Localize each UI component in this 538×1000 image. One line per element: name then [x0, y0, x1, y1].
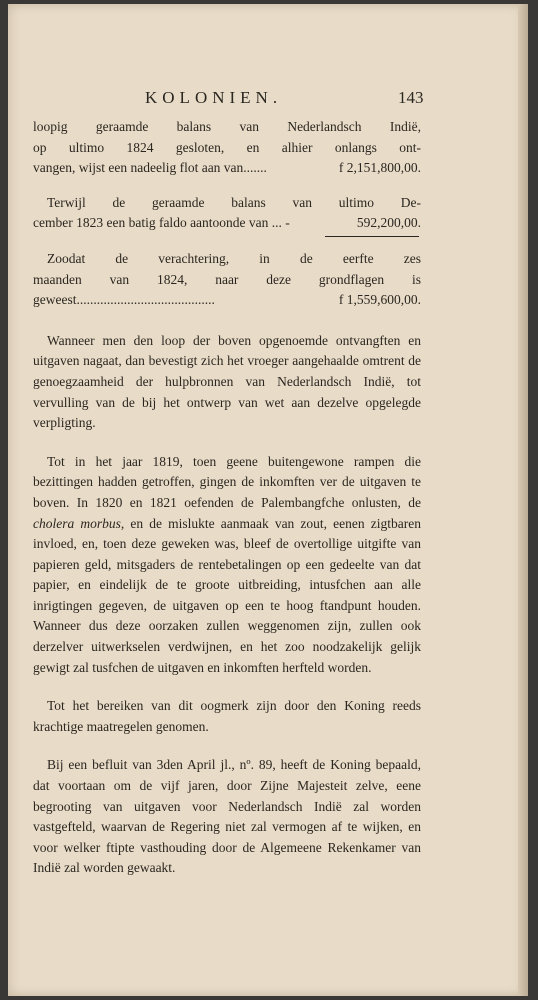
running-title: KOLONIEN. — [145, 88, 283, 107]
sum-rule — [325, 236, 419, 237]
balance-entry-2 — [33, 193, 421, 234]
balance-amount: f 2,151,800,00. — [338, 160, 421, 176]
page-edge — [518, 4, 528, 996]
balance-entry-1 — [33, 117, 421, 179]
balance-line: loopig geraamde balans van Nederlandsch Indië, — [33, 119, 421, 134]
italic-term: cholera morbus — [33, 515, 121, 531]
paragraph-2: Tot in het jaar 1819, toen geene buitengewone rampen die bezittingen hadden getroffen, gingen de inkomften ver de uitgaven te boven. In 1820 en 1821 oefenden de Palembangfche onlusten, de cholera morbus, en de mislukte aanmaak van zout, eenen zigtbaren invloed, en, toen deze geweken was, bleef de overtollige uitgifte van papieren geld, mitsgaders de rentebetalingen op een gedeelte van dat papier, en eindelijk de te groote uitbreiding, intusfchen aan alle inrigtingen gegeven, de uitgaven op een te hoog ftandpunt houden. Wanneer dus deze oorzaken zullen weggenomen zijn, zullen ook derzelver uitwerkselen verdwijnen, en het zoo noodzakelijk gelijk gewigt zal tusfchen de uitgaven en inkomften herfteld worden. — [33, 453, 421, 675]
balance-amount: 592,200,00. — [356, 215, 421, 231]
balance-amount: f 1,559,600,00. — [338, 292, 421, 308]
balance-entry-3 — [33, 249, 421, 311]
page-header — [8, 88, 528, 112]
paragraph-3: Tot het bereiken van dit oogmerk zijn door den Koning reeds krachtige maatregelen genomen. — [33, 698, 421, 734]
balance-line: Terwijl de geraamde balans van ultimo De- — [47, 194, 421, 210]
book-page — [8, 4, 528, 996]
balance-line: maanden van 1824, naar deze grondflagen is — [33, 271, 421, 287]
balance-line: Zoodat de verachtering, in de eerfte zes — [47, 250, 421, 266]
page-number: 143 — [398, 88, 424, 107]
balance-amount-line: vangen, wijst een nadeelig flot aan van....... f 2,151,800,00. — [33, 158, 421, 179]
paragraph-4: Bij een befluit van 3den April jl., nº. 89, heeft de Koning bepaald, dat voortaan om de vijf jaren, door Zijne Majesteit zelve, eene begrooting van uitgaven voor Nederlandsch Indië zal worden vastgefteld, waarvan de Regering niet zal vermogen af te wijken, en voor welker ftipte vasthouding door de Algemeene Rekenkamer van Indië zal worden gewaakt. — [33, 757, 421, 876]
balance-line: op ultimo 1824 gesloten, en alhier onlangs ont- — [33, 139, 421, 155]
balance-amount-line: geweest......................................... f 1,559,600,00. — [33, 290, 421, 311]
page-body — [33, 117, 421, 897]
paragraph-1: Wanneer men den loop der boven opgenoemde ontvangften en uitgaven nagaat, dan bevestigt zich het vroeger aangehaalde omtrent de genoegzaamheid der hulpbronnen van Nederlandsch Indië, tot vervulling van de bij het ontwerp van wet aan dezelve opgelegde verpligting. — [33, 332, 421, 431]
balance-amount-line: cember 1823 een batig faldo aantoonde van ... - 592,200,00. — [33, 213, 421, 234]
